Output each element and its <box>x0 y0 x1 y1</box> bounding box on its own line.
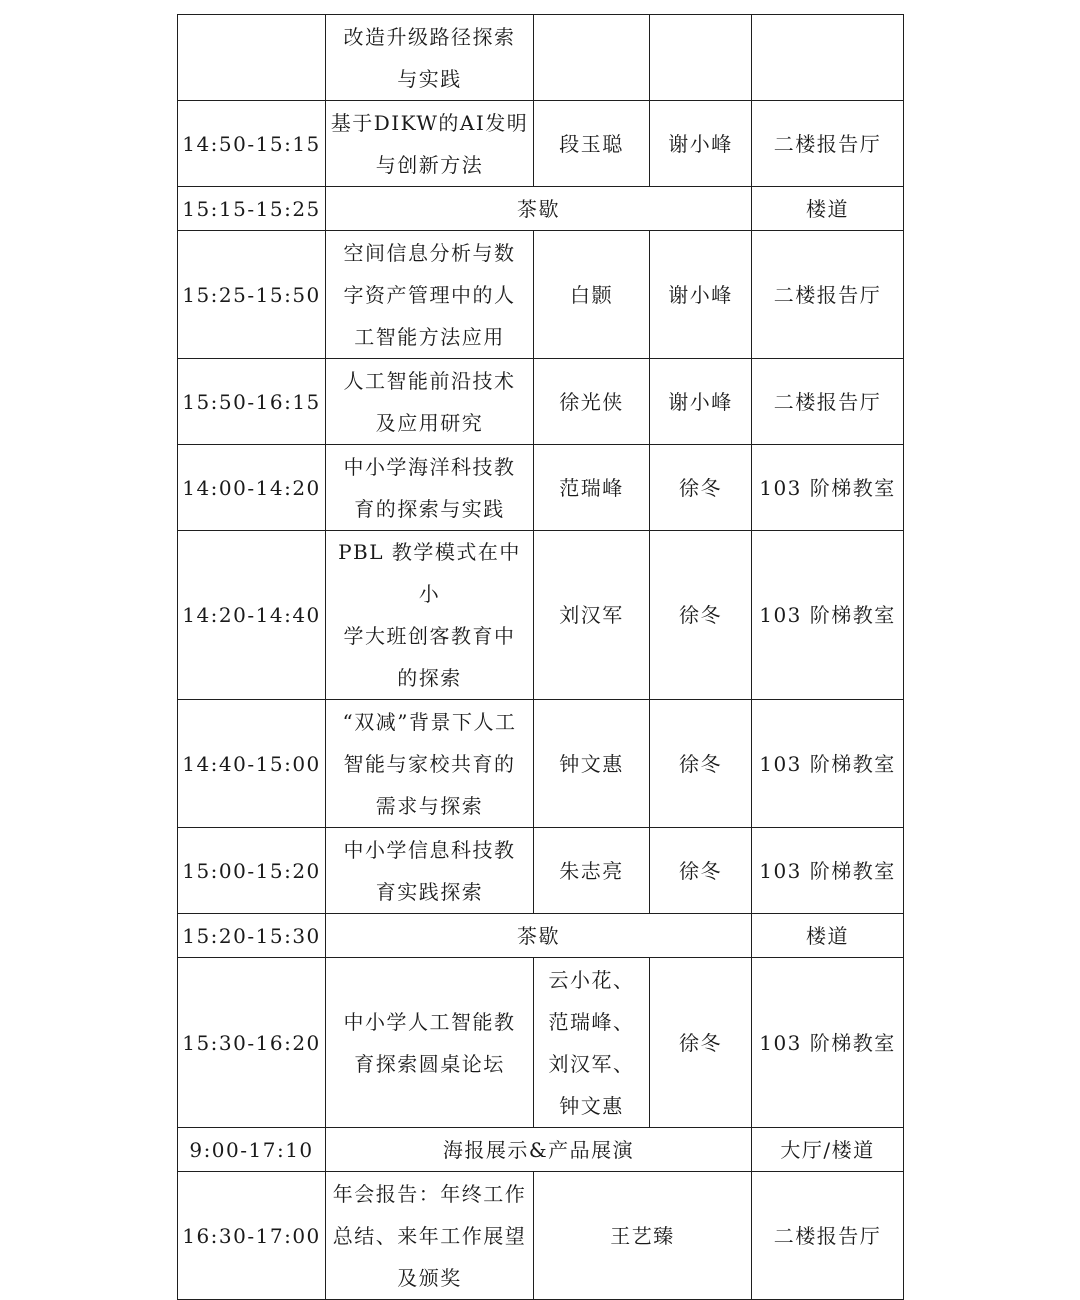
speaker-cell: 朱志亮 <box>534 828 650 914</box>
host-cell: 徐冬 <box>650 700 752 828</box>
topic-cell: 中小学人工智能教 育探索圆桌论坛 <box>326 958 534 1128</box>
tea-break-cell: 茶歇 <box>326 914 752 958</box>
venue-cell: 大厅/楼道 <box>752 1128 904 1172</box>
speaker-cell: 范瑞峰 <box>534 445 650 531</box>
venue-cell: 二楼报告厅 <box>752 101 904 187</box>
tea-break-cell: 茶歇 <box>326 187 752 231</box>
topic-cell: 空间信息分析与数 字资产管理中的人 工智能方法应用 <box>326 231 534 359</box>
venue-cell: 103 阶梯教室 <box>752 531 904 700</box>
host-cell: 徐冬 <box>650 445 752 531</box>
table-row <box>178 958 904 1128</box>
venue-cell: 二楼报告厅 <box>752 359 904 445</box>
time-cell: 15:15-15:25 <box>178 187 326 231</box>
time-cell: 9:00-17:10 <box>178 1128 326 1172</box>
table-row <box>178 231 904 359</box>
table-row <box>178 101 904 187</box>
table-row <box>178 531 904 700</box>
time-cell: 16:30-17:00 <box>178 1172 326 1300</box>
venue-cell: 楼道 <box>752 914 904 958</box>
speaker-cell: 徐光侠 <box>534 359 650 445</box>
speaker-cell: 云小花、 范瑞峰、 刘汉军、 钟文惠 <box>534 958 650 1128</box>
table-row-break <box>178 914 904 958</box>
venue-cell: 103 阶梯教室 <box>752 700 904 828</box>
venue-cell: 二楼报告厅 <box>752 1172 904 1300</box>
host-cell: 徐冬 <box>650 531 752 700</box>
time-cell: 14:00-14:20 <box>178 445 326 531</box>
table-row <box>178 359 904 445</box>
topic-cell: “双减”背景下人工 智能与家校共育的 需求与探索 <box>326 700 534 828</box>
time-cell <box>178 15 326 101</box>
topic-cell: 改造升级路径探索 与实践 <box>326 15 534 101</box>
time-cell: 15:25-15:50 <box>178 231 326 359</box>
schedule-table <box>177 14 904 1300</box>
table-row-poster <box>178 1128 904 1172</box>
table-row <box>178 828 904 914</box>
topic-cell: PBL 教学模式在中小 学大班创客教育中 的探索 <box>326 531 534 700</box>
venue-cell: 103 阶梯教室 <box>752 958 904 1128</box>
table-row <box>178 1172 904 1300</box>
time-cell: 15:00-15:20 <box>178 828 326 914</box>
venue-cell: 楼道 <box>752 187 904 231</box>
time-cell: 14:40-15:00 <box>178 700 326 828</box>
time-cell: 14:20-14:40 <box>178 531 326 700</box>
host-cell: 徐冬 <box>650 828 752 914</box>
venue-cell: 103 阶梯教室 <box>752 828 904 914</box>
topic-cell: 中小学信息科技教 育实践探索 <box>326 828 534 914</box>
speaker-cell: 刘汉军 <box>534 531 650 700</box>
venue-cell <box>752 15 904 101</box>
table-row <box>178 700 904 828</box>
time-cell: 15:50-16:15 <box>178 359 326 445</box>
speaker-host-cell: 王艺臻 <box>534 1172 752 1300</box>
topic-cell: 基于DIKW的AI发明 与创新方法 <box>326 101 534 187</box>
venue-cell: 二楼报告厅 <box>752 231 904 359</box>
table-row <box>178 445 904 531</box>
venue-cell: 103 阶梯教室 <box>752 445 904 531</box>
topic-cell: 年会报告：年终工作 总结、来年工作展望 及颁奖 <box>326 1172 534 1300</box>
topic-cell: 人工智能前沿技术 及应用研究 <box>326 359 534 445</box>
table-row-break <box>178 187 904 231</box>
host-cell: 谢小峰 <box>650 101 752 187</box>
time-cell: 14:50-15:15 <box>178 101 326 187</box>
host-cell: 谢小峰 <box>650 359 752 445</box>
host-cell <box>650 15 752 101</box>
poster-session-cell: 海报展示&产品展演 <box>326 1128 752 1172</box>
speaker-cell: 段玉聪 <box>534 101 650 187</box>
time-cell: 15:20-15:30 <box>178 914 326 958</box>
time-cell: 15:30-16:20 <box>178 958 326 1128</box>
speaker-cell <box>534 15 650 101</box>
host-cell: 徐冬 <box>650 958 752 1128</box>
speaker-cell: 钟文惠 <box>534 700 650 828</box>
topic-cell: 中小学海洋科技教 育的探索与实践 <box>326 445 534 531</box>
speaker-cell: 白颢 <box>534 231 650 359</box>
host-cell: 谢小峰 <box>650 231 752 359</box>
table-row <box>178 15 904 101</box>
